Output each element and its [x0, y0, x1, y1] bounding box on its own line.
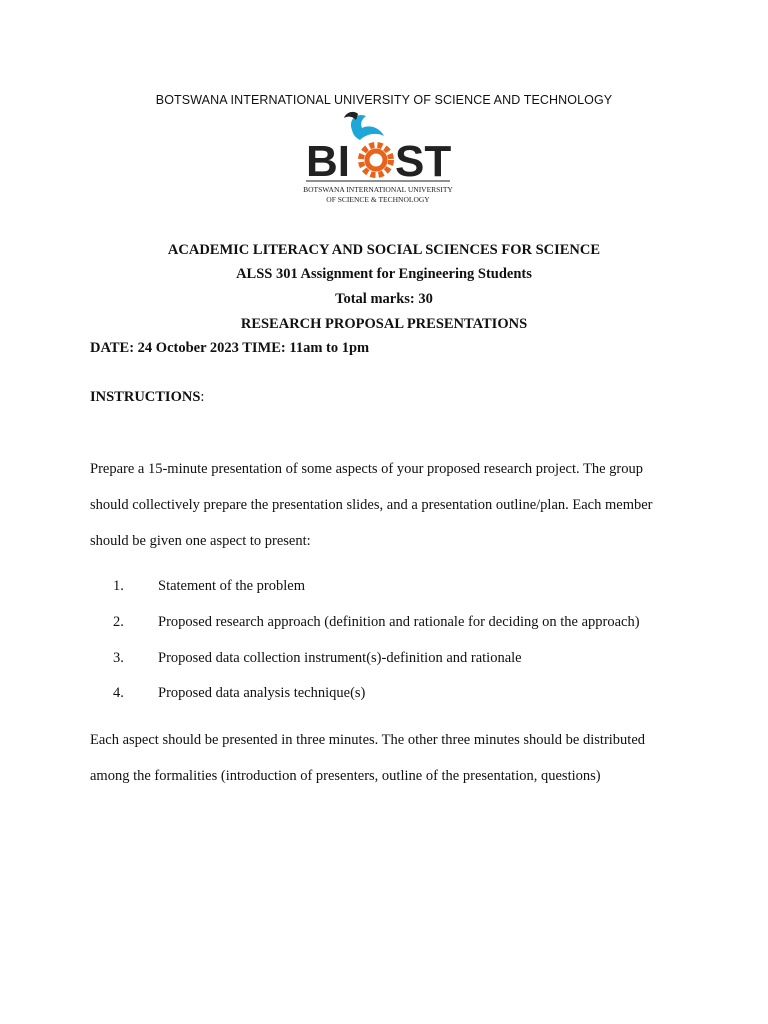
logo-caption-line2: OF SCIENCE & TECHNOLOGY — [326, 195, 430, 204]
intro-line: Prepare a 15-minute presentation of some aspects of your proposed research project. The group — [90, 461, 643, 477]
aspect-text: Proposed research approach (definition and rationale for deciding on the approach) — [158, 614, 640, 630]
aspect-text: Proposed data analysis technique(s) — [158, 685, 366, 701]
total-marks: Total marks: 30 — [335, 291, 433, 307]
aspect-item — [113, 578, 713, 595]
aspect-number: 2. — [113, 614, 124, 630]
intro-line: should be given one aspect to present: — [90, 533, 311, 549]
aspect-number: 4. — [113, 685, 124, 701]
instructions-label: INSTRUCTIONS — [90, 389, 201, 405]
closing-line: Each aspect should be presented in three minutes. The other three minutes should be distributed — [90, 732, 646, 748]
instructions-colon: : — [200, 389, 205, 405]
university-header: BOTSWANA INTERNATIONAL UNIVERSITY OF SCIENCE AND TECHNOLOGY — [155, 93, 613, 107]
aspect-item — [113, 650, 713, 667]
aspect-item — [113, 685, 713, 702]
aspect-item — [113, 614, 713, 631]
instructions-heading — [90, 389, 204, 406]
logo-caption-line1: BOTSWANA INTERNATIONAL UNIVERSITY — [303, 185, 453, 194]
aspect-text: Statement of the problem — [158, 578, 305, 594]
assignment-title: ALSS 301 Assignment for Engineering Students — [236, 266, 532, 282]
intro-paragraph — [90, 451, 690, 559]
date-time-line: DATE: 24 October 2023 TIME: 11am to 1pm — [90, 340, 370, 356]
biust-logo — [300, 110, 460, 208]
logo-gear-icon — [361, 145, 391, 175]
course-title: ACADEMIC LITERACY AND SOCIAL SCIENCES FOR SCIENCE — [167, 242, 601, 258]
closing-line: among the formalities (introduction of presenters, outline of the presentation, questions) — [90, 768, 601, 784]
logo-wordmark-left: BI — [306, 137, 350, 186]
aspect-number: 1. — [113, 578, 124, 594]
aspect-number: 3. — [113, 650, 124, 666]
intro-line: should collectively prepare the presentation slides, and a presentation outline/plan. Each member — [90, 497, 653, 513]
topic-title: RESEARCH PROPOSAL PRESENTATIONS — [240, 316, 528, 332]
logo-wordmark-right: ST — [395, 137, 452, 186]
closing-paragraph — [90, 722, 690, 794]
aspect-text: Proposed data collection instrument(s)-definition and rationale — [158, 650, 522, 666]
